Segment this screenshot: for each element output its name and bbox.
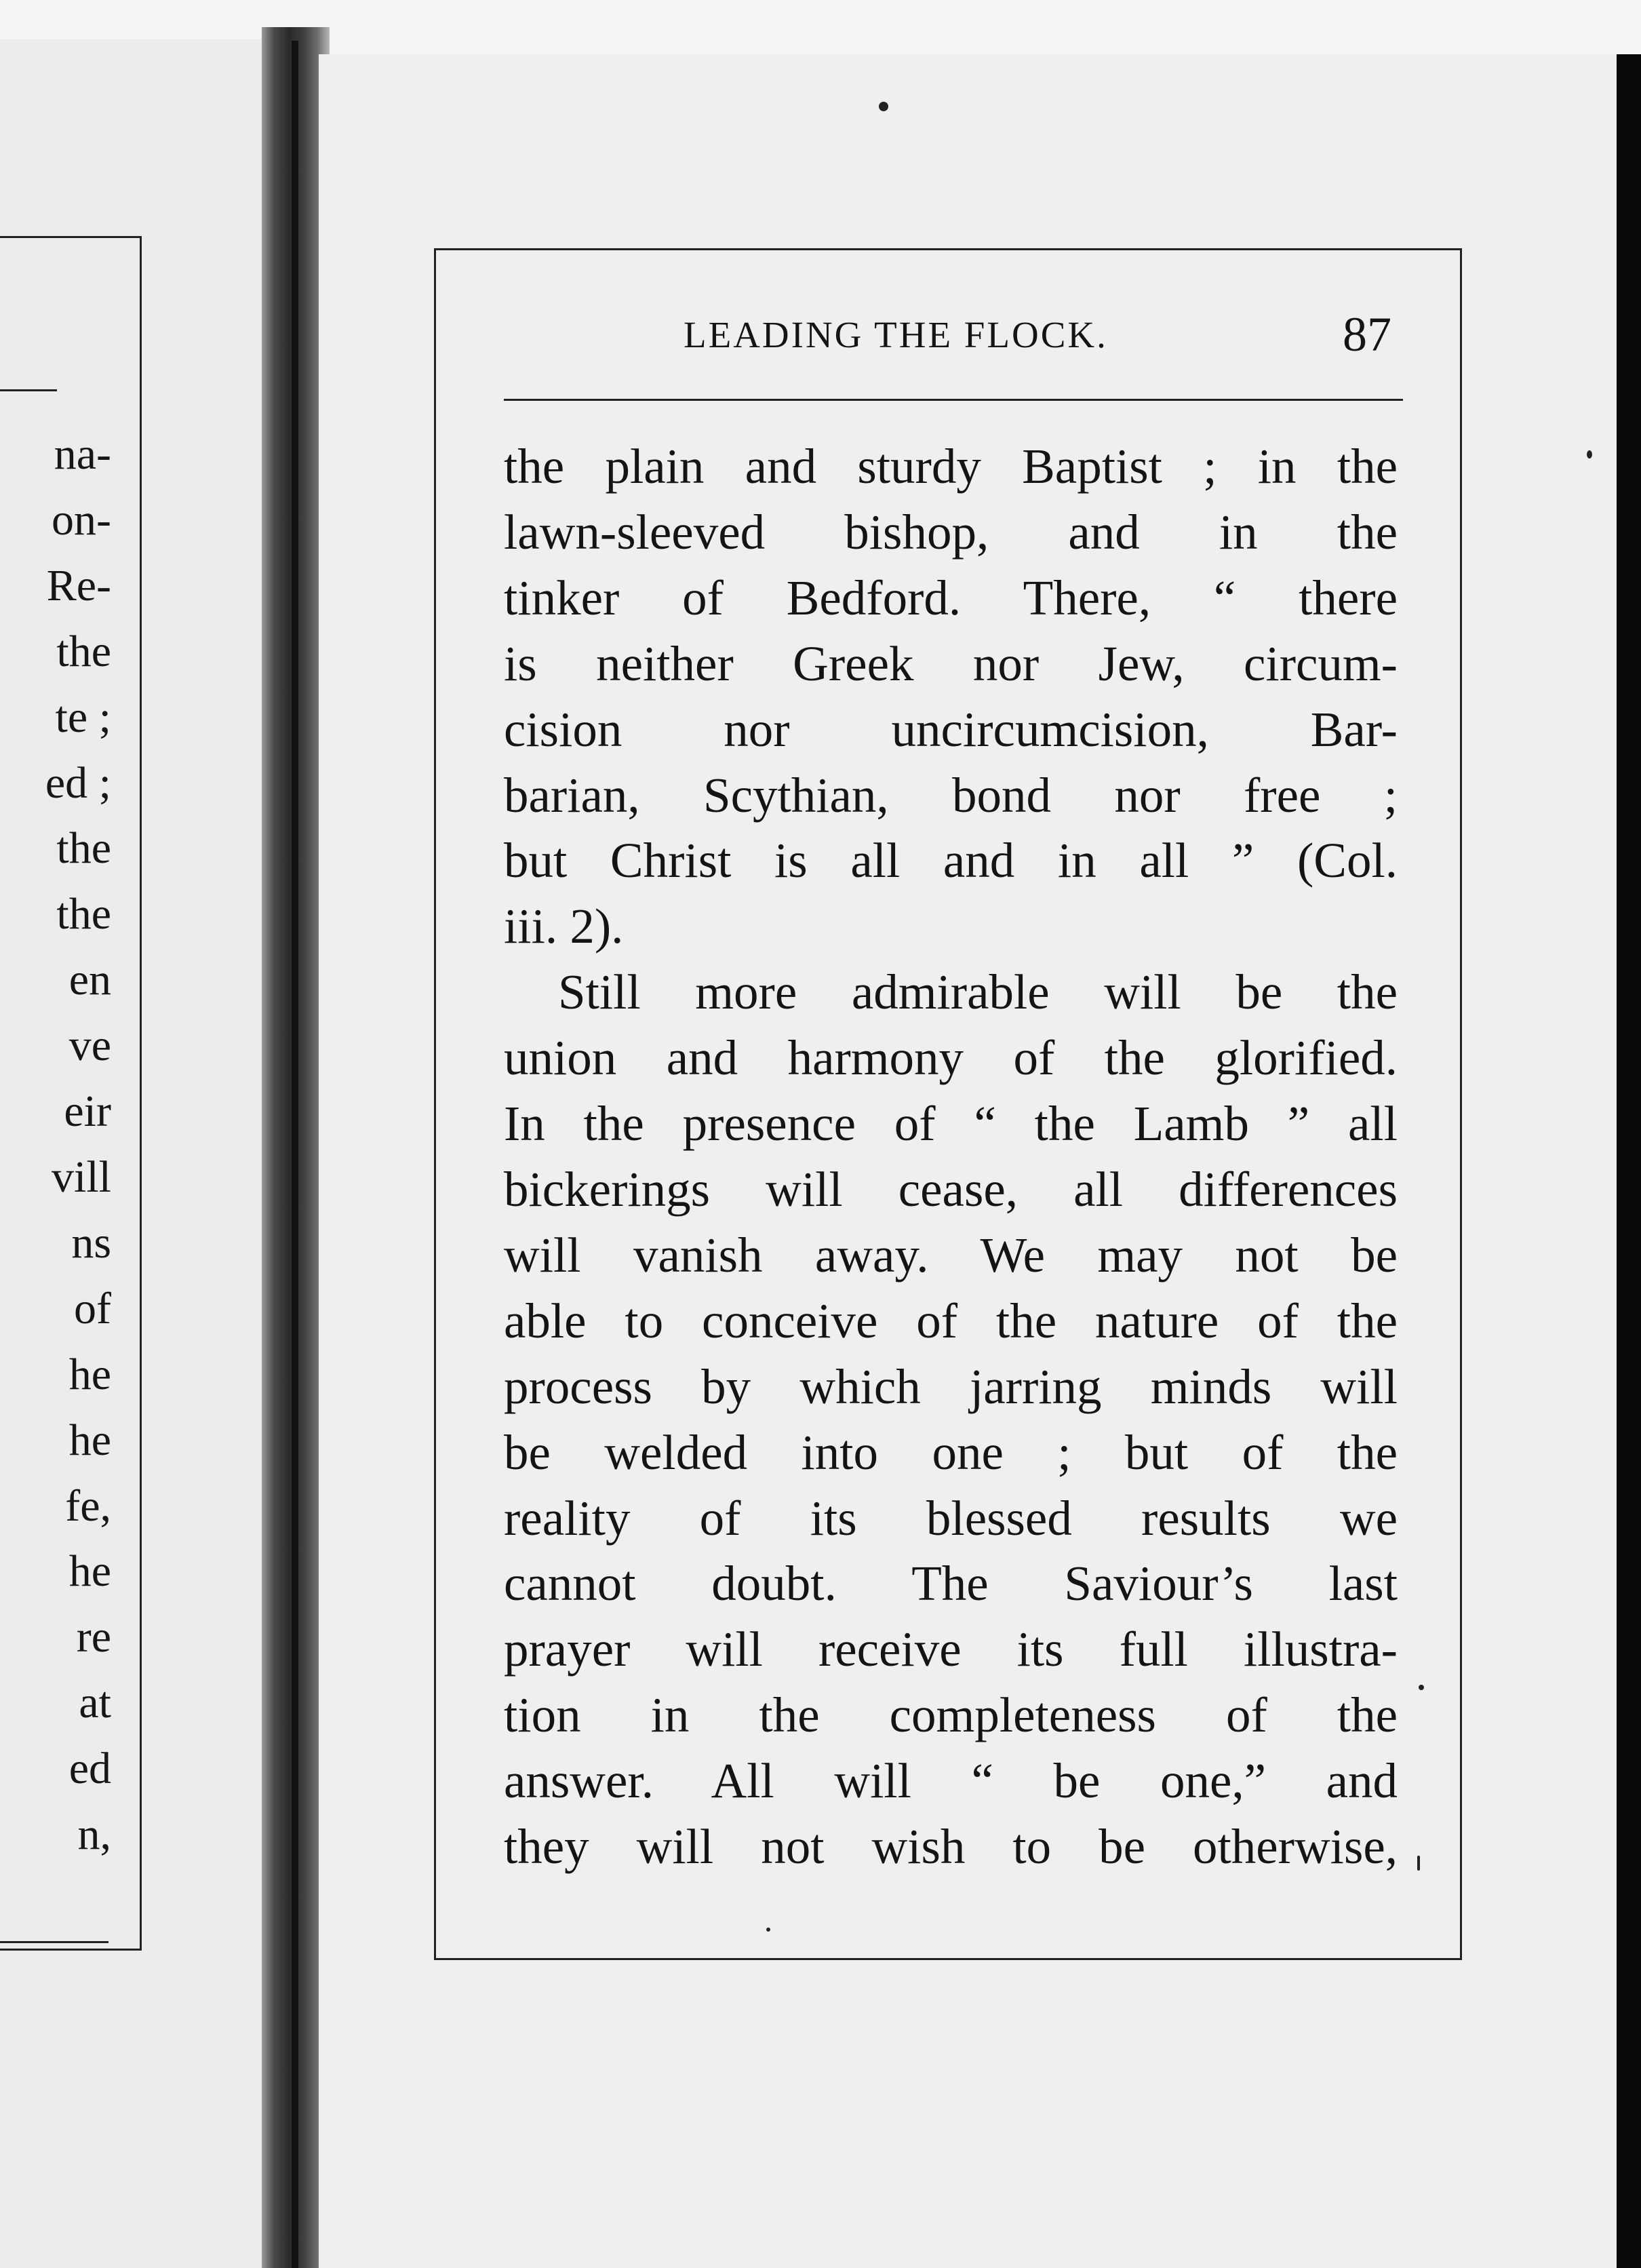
text-line: is neither Greek nor Jew, circum- <box>504 636 1398 691</box>
left-line: he <box>68 1546 111 1597</box>
left-line: n, <box>77 1810 111 1860</box>
left-line: vill <box>51 1152 111 1202</box>
scan-speck <box>1587 450 1592 458</box>
text-line: Still more admirable will be the <box>558 964 1398 1020</box>
running-head: LEADING THE FLOCK. <box>684 314 1108 355</box>
left-line: he <box>68 1349 111 1399</box>
text-line: answer. All will “ be one,” and <box>504 1753 1398 1809</box>
text-line: reality of its blessed results we <box>504 1490 1398 1546</box>
left-line: te ; <box>55 692 111 742</box>
gutter-shadow <box>292 41 298 2268</box>
left-line: the <box>56 626 111 676</box>
left-line: of <box>74 1283 111 1333</box>
left-line: re <box>76 1612 111 1662</box>
text-line: lawn-sleeved bishop, and in the <box>504 504 1398 560</box>
text-line: barian, Scythian, bond nor free ; <box>504 767 1398 823</box>
left-line: ed ; <box>45 758 111 808</box>
body-text <box>504 434 1398 1880</box>
text-line: be welded into one ; but of the <box>504 1424 1398 1480</box>
left-page-bottom-rule <box>0 1941 108 1943</box>
scan-speck <box>766 1928 770 1932</box>
left-line: fe, <box>65 1481 111 1531</box>
scan-speck <box>1417 1856 1420 1871</box>
text-line: tion in the completeness of the <box>504 1687 1398 1743</box>
left-line: ed <box>68 1744 111 1794</box>
text-line: but Christ is all and in all ” (Col. <box>504 833 1398 888</box>
left-line: na- <box>54 429 111 479</box>
left-page-head-rule <box>0 389 57 391</box>
left-line: Re- <box>46 560 111 610</box>
left-line: the <box>56 889 111 939</box>
left-line: ns <box>71 1217 111 1268</box>
text-line: bickerings will cease, all differences <box>504 1161 1398 1217</box>
page-number: 87 <box>1343 307 1391 361</box>
text-line: cannot doubt. The Saviour’s last <box>504 1556 1398 1611</box>
left-line: en <box>68 955 111 1005</box>
left-page-text <box>0 422 111 1868</box>
text-line: they will not wish to be otherwise, <box>504 1819 1398 1875</box>
text-line: will vanish away. We may not be <box>504 1227 1398 1283</box>
text-line: iii. 2). <box>504 899 624 954</box>
scan-speck <box>1419 1685 1424 1690</box>
text-line: the plain and sturdy Baptist ; in the <box>504 439 1398 494</box>
left-line: the <box>56 823 111 874</box>
left-line: he <box>68 1415 111 1465</box>
text-line: tinker of Bedford. There, “ there <box>504 570 1398 625</box>
head-rule <box>504 399 1403 401</box>
left-line: ve <box>68 1021 111 1071</box>
text-line: cision nor uncircumcision, Bar- <box>504 701 1398 757</box>
text-line: process by which jarring minds will <box>504 1358 1398 1414</box>
text-line: prayer will receive its full illustra- <box>504 1622 1398 1677</box>
text-line: union and harmony of the glorified. <box>504 1030 1398 1086</box>
left-line: at <box>79 1678 111 1728</box>
left-line: on- <box>52 494 111 545</box>
text-line: In the presence of “ the Lamb ” all <box>504 1096 1398 1152</box>
scan-speck <box>879 102 888 111</box>
left-line: eir <box>64 1087 111 1137</box>
text-line: able to conceive of the nature of the <box>504 1293 1398 1348</box>
